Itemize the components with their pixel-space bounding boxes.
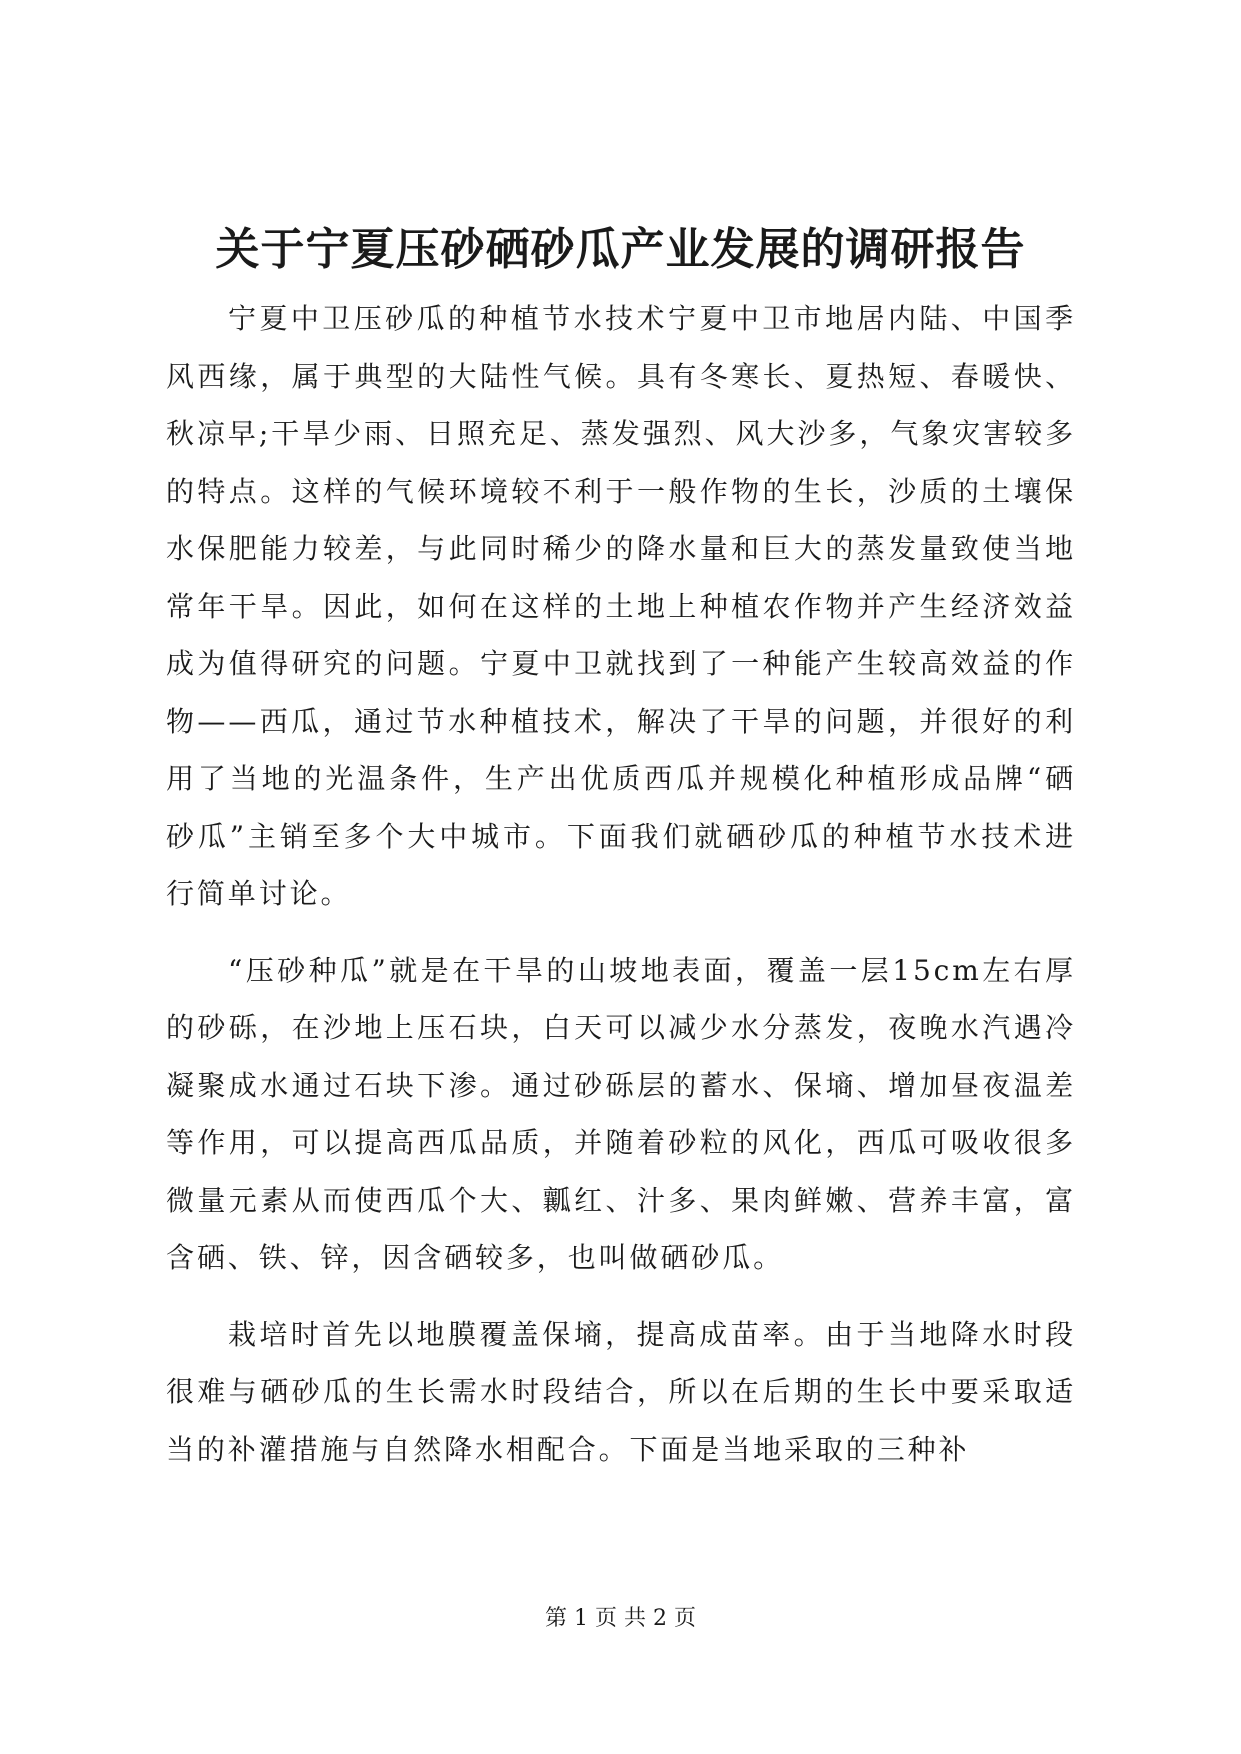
- document-title: 关于宁夏压砂硒砂瓜产业发展的调研报告: [215, 224, 1026, 275]
- page-number-footer: 第 1 页 共 2 页: [545, 1606, 696, 1631]
- document-body: [166, 290, 1076, 1497]
- paragraph: 宁夏中卫压砂瓜的种植节水技术宁夏中卫市地居内陆、中国季风西缘，属于典型的大陆性气候。具有冬寒长、夏热短、春暖快、秋凉早;干旱少雨、日照充足、蒸发强烈、风大沙多，气象灾害较多的特点。这样的气候环境较不利于一般作物的生长，沙质的土壤保水保肥能力较差，与此同时稀少的降水量和巨大的蒸发量致使当地常年干旱。因此，如何在这样的土地上种植农作物并产生经济效益成为值得研究的问题。宁夏中卫就找到了一种能产生较高效益的作物——西瓜，通过节水种植技术，解决了干旱的问题，并很好的利用了当地的光温条件，生产出优质西瓜并规模化种植形成品牌“硒砂瓜”主销至多个大中城市。下面我们就硒砂瓜的种植节水技术进行简单讨论。: [166, 302, 1076, 910]
- paragraph: “压砂种瓜”就是在干旱的山坡地表面，覆盖一层15cm左右厚的砂砾，在沙地上压石块，白天可以减少水分蒸发，夜晚水汽遇冷凝聚成水通过石块下渗。通过砂砾层的蓄水、保墒、增加昼夜温差等作用，可以提高西瓜品质，并随着砂粒的风化，西瓜可吸收很多微量元素从而使西瓜个大、瓤红、汁多、果肉鲜嫩、营养丰富，富含硒、铁、锌，因含硒较多，也叫做硒砂瓜。: [166, 953, 1076, 1274]
- paragraph: 栽培时首先以地膜覆盖保墒，提高成苗率。由于当地降水时段很难与硒砂瓜的生长需水时段结合，所以在后期的生长中要采取适当的补灌措施与自然降水相配合。下面是当地采取的三种补: [166, 1317, 1076, 1466]
